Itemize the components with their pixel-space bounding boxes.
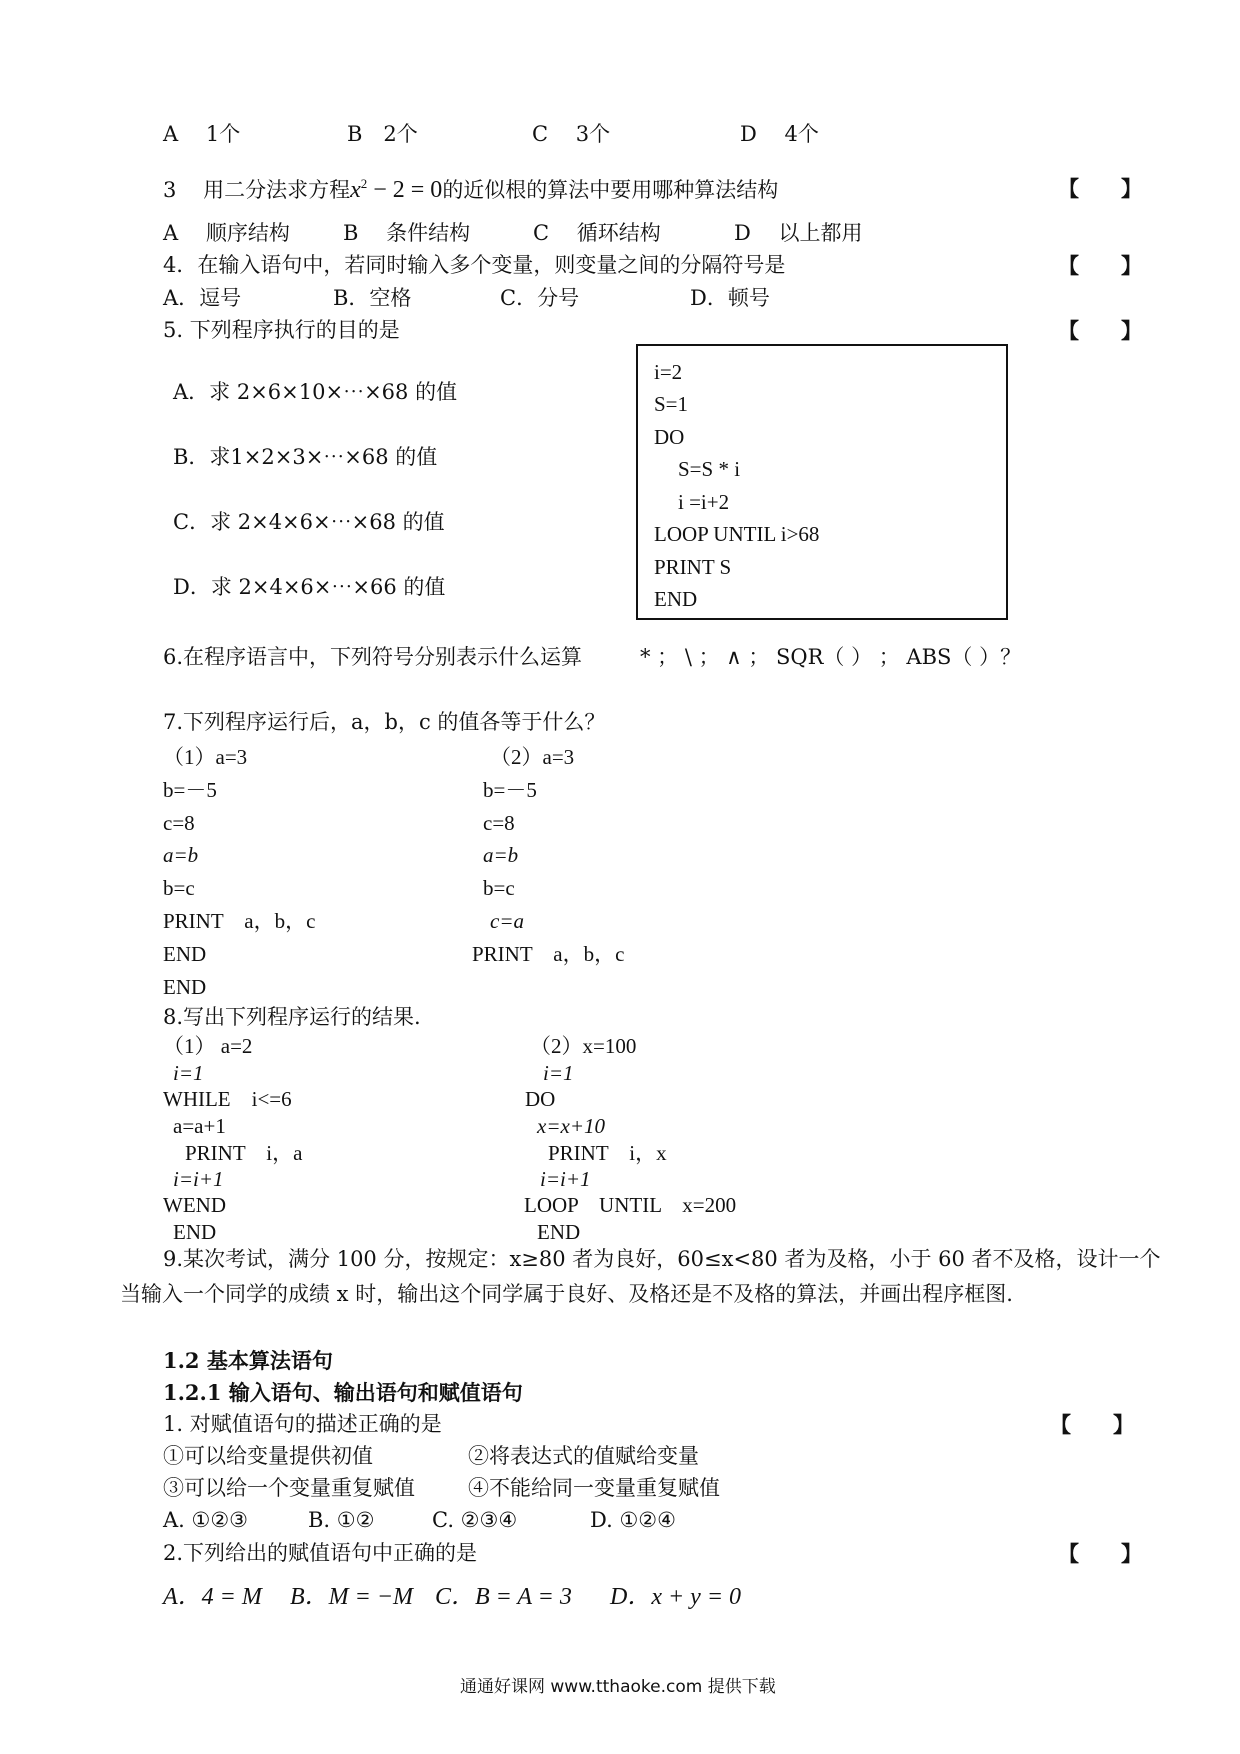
- q5-question: 5. 下列程序执行的目的是: [163, 318, 400, 342]
- program-line: END: [654, 587, 698, 611]
- q7-left-line: END: [163, 975, 207, 999]
- q5-option-d: D．求 2×4×6×⋯×66 的值: [173, 575, 446, 599]
- q7-question: 7.下列程序运行后，a，b，c 的值各等于什么？: [163, 710, 606, 734]
- s1-statement-2: ②将表达式的值赋给变量: [468, 1444, 699, 1468]
- q7-right-line: （2）a=3: [490, 745, 575, 769]
- q8-right-line: END: [537, 1220, 581, 1244]
- s1-option-d: D. ①②④: [590, 1508, 676, 1532]
- q6-symbols: * ； \ ； ∧ ； SQR（ ） ； ABS（ ）？: [640, 645, 1022, 669]
- q2-option-b: B 2个: [347, 122, 418, 146]
- q7-right-line: c=8: [483, 811, 515, 835]
- q4-option-a: A．逗号: [163, 286, 242, 310]
- q8-left-line: i=1: [173, 1061, 204, 1085]
- q5-option-c: C．求 2×4×6×⋯×68 的值: [173, 510, 445, 534]
- q4-option-c: C．分号: [500, 286, 580, 310]
- s2-answer-bracket: 【 】: [1058, 1541, 1142, 1566]
- q8-left-line: PRINT i，a: [185, 1141, 303, 1165]
- s1-statement-3: ③可以给一个变量重复赋值: [163, 1476, 415, 1500]
- q7-left-line: a=b: [163, 843, 199, 867]
- q7-left-line: b=－5: [163, 778, 217, 802]
- q3-answer-bracket: 【 】: [1058, 176, 1142, 201]
- section-subtitle: 1.2.1 输入语句、输出语句和赋值语句: [163, 1380, 523, 1405]
- q7-left-line: c=8: [163, 811, 195, 835]
- q7-left-line: END: [163, 942, 207, 966]
- program-line: S=S * i: [678, 457, 741, 481]
- q6-question: 6.在程序语言中，下列符号分别表示什么运算: [163, 645, 583, 669]
- q8-right-line: x=x+10: [537, 1114, 605, 1138]
- program-line: i=2: [654, 360, 683, 384]
- q7-right-line: b=－5: [483, 778, 537, 802]
- q5-program-box: [636, 344, 1008, 620]
- s1-option-c: C. ②③④: [432, 1508, 518, 1532]
- page-footer: 通通好课网 www.tthaoke.com 提供下载: [460, 1677, 776, 1697]
- q3-question: [163, 176, 778, 205]
- s2-option-a: A．4 = M: [163, 1584, 262, 1610]
- q8-right-line: i=i+1: [540, 1167, 591, 1191]
- q3-option-a: A 顺序结构: [163, 221, 290, 245]
- program-line: S=1: [654, 392, 689, 416]
- q3-option-d: D 以上都用: [734, 221, 863, 245]
- q8-left-line: a=a+1: [173, 1114, 226, 1138]
- q7-left-line: PRINT a，b，c: [163, 909, 316, 933]
- q3-number: 3: [163, 178, 177, 202]
- q8-left-line: （1） a=2: [163, 1034, 253, 1058]
- q9-line-2: 当输入一个同学的成绩 x 时，输出这个同学属于良好、及格还是不及格的算法，并画出程序框图.: [120, 1282, 1013, 1306]
- s1-statement-1: ①可以给变量提供初值: [163, 1444, 373, 1468]
- q3-option-b: B 条件结构: [343, 221, 471, 245]
- q8-left-line: END: [173, 1220, 217, 1244]
- q8-right-line: PRINT i，x: [548, 1141, 667, 1165]
- q3-text-before: 用二分法求方程: [203, 178, 351, 202]
- q8-right-line: DO: [525, 1087, 556, 1111]
- q7-left-line: （1）a=3: [163, 745, 248, 769]
- q8-question: 8.写出下列程序运行的结果.: [163, 1005, 421, 1029]
- q4-option-d: D．顿号: [690, 286, 770, 310]
- program-line: DO: [654, 425, 685, 449]
- q8-left-line: WHILE i<=6: [163, 1087, 292, 1111]
- q7-right-line: c=a: [490, 909, 524, 933]
- q4-option-b: B．空格: [333, 286, 412, 310]
- q8-right-line: i=1: [543, 1061, 574, 1085]
- program-line: i =i+2: [678, 490, 730, 514]
- s1-statement-4: ④不能给同一变量重复赋值: [468, 1476, 720, 1500]
- q7-right-line: a=b: [483, 843, 519, 867]
- q8-left-line: WEND: [163, 1193, 226, 1217]
- s1-question: 1. 对赋值语句的描述正确的是: [163, 1412, 442, 1436]
- q7-right-line: PRINT a，b，c: [472, 942, 625, 966]
- q3-text-after: 的近似根的算法中要用哪种算法结构: [442, 178, 779, 202]
- q5-option-b: B．求1×2×3×⋯×68 的值: [173, 445, 438, 469]
- q5-option-a: A．求 2×6×10×⋯×68 的值: [173, 380, 458, 404]
- s1-answer-bracket: 【 】: [1050, 1412, 1134, 1437]
- q2-option-d: D 4个: [740, 122, 819, 146]
- program-line: LOOP UNTIL i>68: [654, 522, 820, 546]
- q5-answer-bracket: 【 】: [1058, 318, 1142, 343]
- s2-option-d: D．x + y = 0: [610, 1584, 742, 1610]
- s1-option-b: B. ①②: [308, 1508, 375, 1532]
- q7-left-line: b=c: [163, 876, 195, 900]
- q8-left-line: i=i+1: [173, 1167, 224, 1191]
- q8-right-line: LOOP UNTIL x=200: [524, 1193, 737, 1217]
- q7-right-line: b=c: [483, 876, 515, 900]
- section-title: 1.2 基本算法语句: [163, 1348, 333, 1373]
- q4-answer-bracket: 【 】: [1058, 253, 1142, 278]
- q8-right-line: （2）x=100: [530, 1034, 637, 1058]
- q2-option-c: C 3个: [532, 122, 611, 146]
- s1-option-a: A. ①②③: [163, 1508, 248, 1532]
- s2-question: 2.下列给出的赋值语句中正确的是: [163, 1541, 478, 1565]
- s2-option-b: B．M = −M: [290, 1584, 414, 1610]
- q9-line-1: 9.某次考试，满分 100 分，按规定：x≥80 者为良好，60≤x<80 者为及格，小于 60 者不及格，设计一个: [163, 1247, 1161, 1271]
- q3-equation: $x^2 - 2 = 0$: [350, 176, 443, 203]
- q2-option-a: A 1个: [163, 122, 241, 146]
- q3-option-c: C 循环结构: [533, 221, 661, 245]
- program-line: PRINT S: [654, 555, 732, 579]
- q4-question: 4．在输入语句中，若同时输入多个变量，则变量之间的分隔符号是: [163, 253, 786, 277]
- s2-option-c: C．B = A = 3: [435, 1584, 572, 1610]
